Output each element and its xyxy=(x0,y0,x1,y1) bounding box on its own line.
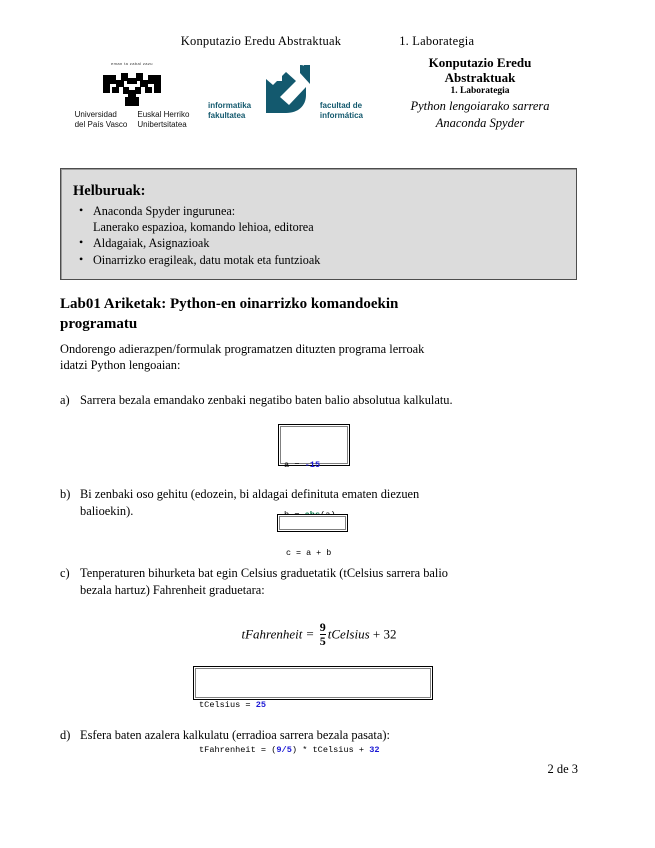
list-item xyxy=(93,236,576,252)
code-block-a xyxy=(278,424,350,470)
exercise-marker-c: c) xyxy=(60,566,70,580)
exercise-text-c-line2: bezala hartuz) Fahrenheit graduetara: xyxy=(80,582,265,597)
objectives-title: Helburuak: xyxy=(73,183,146,199)
objective-subtext: Lanerako espazioa, komando lehioa, editorea xyxy=(93,219,314,234)
exercise-item-a xyxy=(60,392,570,409)
code-text: tFahrenheit = ( xyxy=(199,745,277,755)
page-title-line1: Lab01 Ariketak: Python-en oinarrizko komandoekin xyxy=(60,296,399,312)
list-item xyxy=(93,204,576,235)
exercise-text-b-line1: Bi zenbaki oso gehitu (edozein, bi aldagai definituta ematen diezuen xyxy=(80,487,420,501)
upv-crest-icon xyxy=(62,67,202,107)
code-number: 9 xyxy=(276,745,282,755)
fahrenheit-formula xyxy=(60,622,578,649)
code-operator: / xyxy=(281,745,287,755)
code-number: -15 xyxy=(304,460,321,470)
faculty-name-es: facultad de informática xyxy=(319,101,363,120)
code-line xyxy=(199,698,432,713)
formula-fraction xyxy=(320,621,326,648)
code-line xyxy=(284,458,349,473)
header-right-title-line1: Konputazio Eredu xyxy=(428,55,532,70)
exercise-text-d: Esfera baten azalera kalkulatu (erradioa sarrera bezala pasata): xyxy=(80,728,390,742)
formula-equals: = xyxy=(306,626,314,642)
code-text: ) * tCelsius + xyxy=(291,745,370,755)
exercise-item-c xyxy=(60,565,563,598)
header-course-title: Konputazio Eredu Abstraktuak xyxy=(180,34,342,48)
formula-numerator: 9 xyxy=(319,620,326,634)
exercise-marker-d: d) xyxy=(60,728,71,742)
exercise-text-b-line2: balioekin). xyxy=(80,503,134,518)
exercise-marker-b: b) xyxy=(60,487,71,501)
objectives-list xyxy=(61,204,576,268)
header-right-subtitle-2: Anaconda Spyder xyxy=(435,116,525,130)
code-block-b xyxy=(277,514,348,558)
formula-denominator: 5 xyxy=(319,634,326,648)
exercise-marker-a: a) xyxy=(60,393,70,407)
code-line: c = a + b xyxy=(286,548,332,558)
page-title-line2: programatu xyxy=(60,316,138,332)
intro-line2: idatzi Python lengoaian: xyxy=(60,358,181,372)
formula-rhs-var: tCelsius xyxy=(327,626,370,642)
code-text: tCelsius = xyxy=(199,700,256,710)
code-number: 25 xyxy=(255,700,267,710)
formula-plus: + xyxy=(372,626,381,642)
list-item xyxy=(93,253,576,269)
intro-line1: Ondorengo adierazpen/formulak programatzen dituzten programa lerroak xyxy=(60,342,425,356)
code-text: a = xyxy=(284,460,305,470)
upv-ehu-logo xyxy=(62,61,202,130)
header-right-lab: 1. Laborategia xyxy=(450,86,510,96)
header-right-subtitle-1: Python lengoiarako sarrera xyxy=(410,99,550,113)
exercise-text-c-line1: Tenperaturen bihurketa bat egin Celsius graduetatik (tCelsius sarrera balio xyxy=(80,566,448,580)
formula-lhs: tFahrenheit xyxy=(241,626,303,642)
exercise-text-c xyxy=(80,565,563,598)
objectives-box xyxy=(60,168,577,280)
upv-name-eu: Euskal Herriko Unibertsitatea xyxy=(137,110,190,129)
page-header xyxy=(0,34,655,141)
formula-constant: 32 xyxy=(383,626,397,642)
objective-text: Anaconda Spyder ingurunea: xyxy=(93,204,236,218)
running-header xyxy=(0,34,655,49)
header-right-title-line2: Abstraktuak xyxy=(444,70,516,85)
upv-tagline: eman ta zabal zazu xyxy=(111,61,153,66)
header-right-block xyxy=(360,55,600,132)
objective-text: Oinarrizko eragileak, datu motak eta funtzioak xyxy=(93,252,321,267)
page-title xyxy=(60,294,578,334)
header-body xyxy=(0,55,655,141)
upv-name-es: Universidad del País Vasco xyxy=(74,110,128,129)
faculty-name-eu: informatika fakultatea xyxy=(208,101,252,120)
exercise-text-a: Sarrera bezala emandako zenbaki negatibo baten balio absolutua kalkulatu. xyxy=(80,393,453,407)
code-number: 5 xyxy=(286,745,292,755)
exercise-item-d xyxy=(60,727,570,744)
informatika-fakultatea-logo xyxy=(208,57,363,137)
code-line xyxy=(199,743,432,758)
objective-text: Aldagaiak, Asignazioak xyxy=(93,236,210,250)
intro-paragraph xyxy=(60,341,557,373)
header-lab-label: 1. Laborategia xyxy=(399,34,475,48)
code-number: 32 xyxy=(369,745,380,755)
upv-names xyxy=(62,110,202,130)
page-footer: 2 de 3 xyxy=(547,762,578,776)
faculty-mark-icon xyxy=(256,59,318,126)
